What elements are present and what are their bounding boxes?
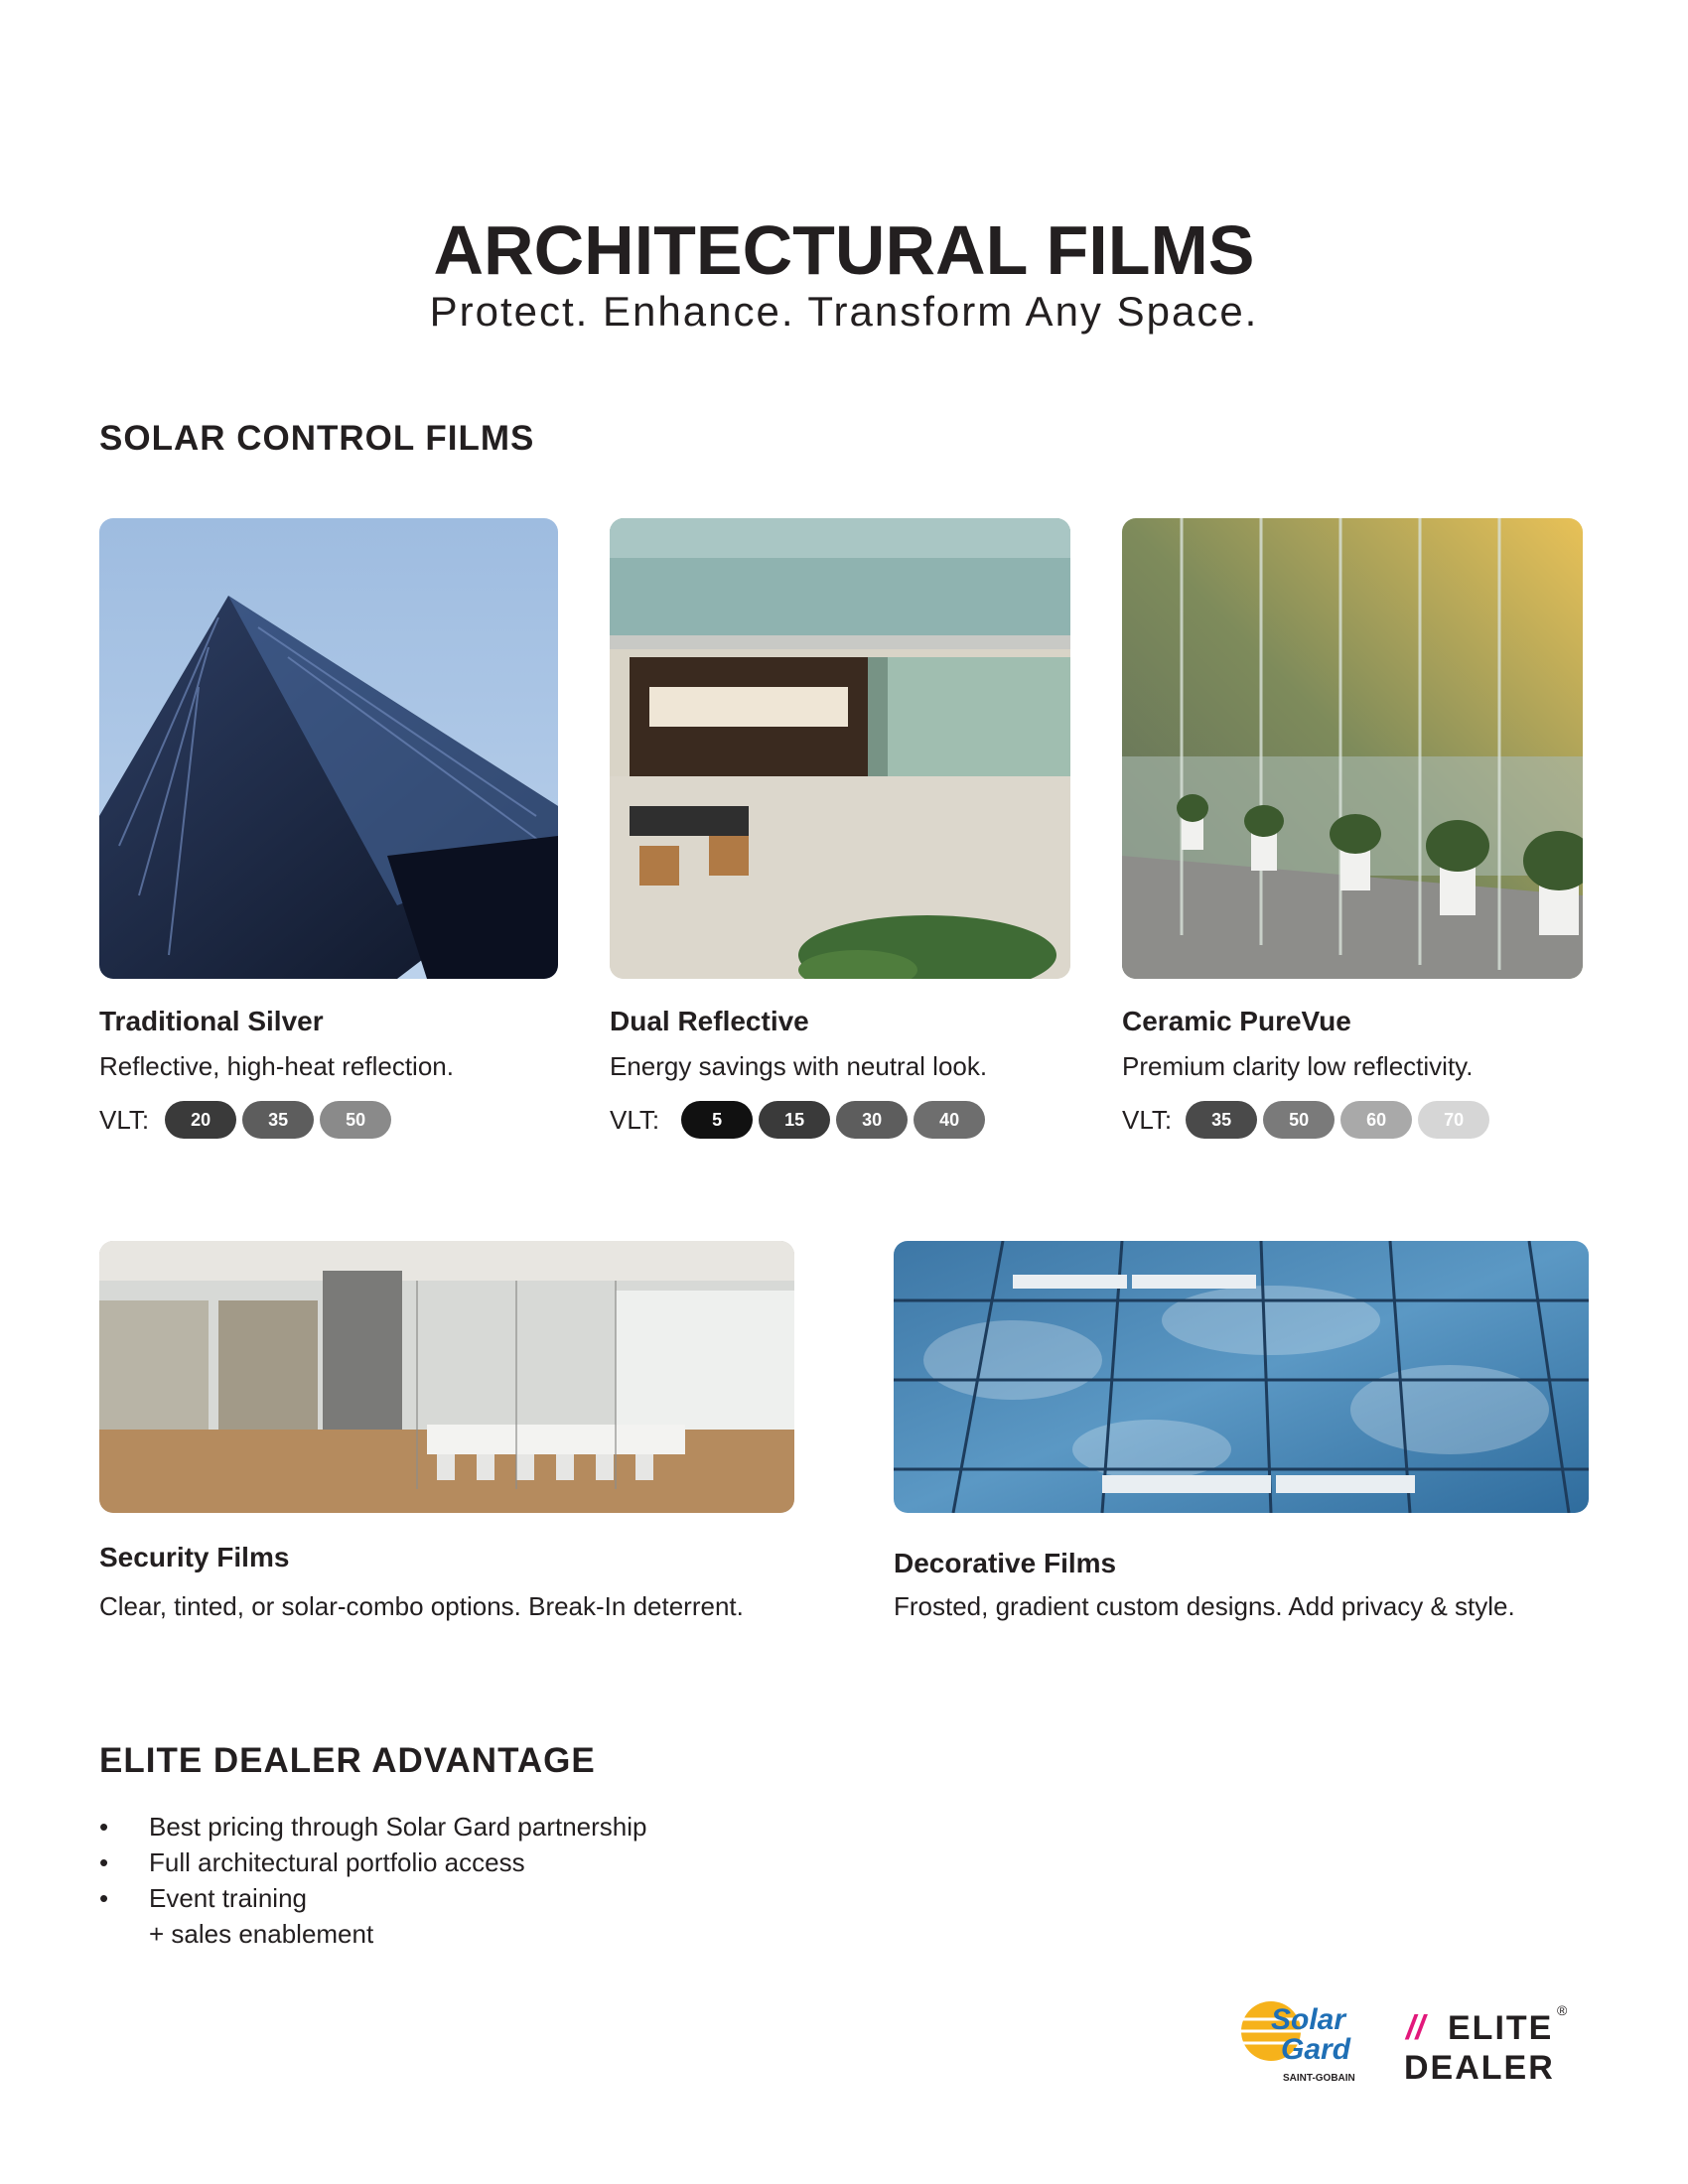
vlt-pill: 35 xyxy=(242,1101,314,1139)
elite-dealer-logo xyxy=(1400,1995,1579,2095)
elite-dealer-logo-mark xyxy=(1400,1995,1579,2095)
dual-reflective-title: Dual Reflective xyxy=(610,1006,809,1036)
vlt-label: VLT: xyxy=(99,1104,150,1135)
ceramic-purevue-description: Premium clarity low reflectivity. xyxy=(1122,1051,1474,1081)
bullet: • xyxy=(99,1847,109,1877)
vlt-pill: 50 xyxy=(1263,1101,1335,1139)
vlt-pill: 35 xyxy=(1186,1101,1257,1139)
traditional-silver-title: Traditional Silver xyxy=(99,1006,324,1036)
traditional-silver-image xyxy=(99,518,558,979)
page-title: ARCHITECTURAL FILMS xyxy=(433,211,1255,289)
vlt-pill: 5 xyxy=(681,1101,753,1139)
ceramic-purevue-title: Ceramic PureVue xyxy=(1122,1006,1351,1036)
security-films-title: Security Films xyxy=(99,1542,290,1572)
advantage-item xyxy=(99,1809,993,1844)
vlt-pill: 50 xyxy=(320,1101,391,1139)
dual-reflective-description: Energy savings with neutral look. xyxy=(610,1051,988,1081)
registered-mark: ® xyxy=(1557,2002,1568,2018)
security-films-description: Clear, tinted, or solar-combo options. Break-In deterrent. xyxy=(99,1591,744,1621)
bullet: • xyxy=(99,1812,109,1842)
dual-reflective-image xyxy=(610,518,1070,979)
decorative-films-title: Decorative Films xyxy=(894,1548,1117,1578)
dual-reflective-vlt-row xyxy=(610,1100,991,1140)
elite-word1: ELITE xyxy=(1448,2009,1554,2047)
decorative-films-description: Frosted, gradient custom designs. Add privacy & style. xyxy=(894,1591,1515,1621)
advantage-item-text: Event training xyxy=(149,1883,307,1913)
elite-slashes: // xyxy=(1406,2009,1425,2047)
vlt-pill: 60 xyxy=(1340,1101,1412,1139)
advantage-continuation: + sales enablement xyxy=(149,1919,374,1949)
traditional-silver-vlt-row xyxy=(99,1100,397,1140)
vlt-label: VLT: xyxy=(610,1104,660,1135)
advantage-heading: ELITE DEALER ADVANTAGE xyxy=(99,1741,596,1780)
solargard-line2: Gard xyxy=(1281,2033,1351,2066)
solar-section-heading: SOLAR CONTROL FILMS xyxy=(99,419,535,458)
advantage-item xyxy=(99,1844,993,1880)
vlt-pill: 20 xyxy=(165,1101,236,1139)
vlt-pill: 30 xyxy=(836,1101,908,1139)
bullet: • xyxy=(99,1883,109,1913)
traditional-silver-description: Reflective, high-heat reflection. xyxy=(99,1051,454,1081)
vlt-label: VLT: xyxy=(1122,1104,1173,1135)
advantage-item-text: Full architectural portfolio access xyxy=(149,1847,525,1877)
vlt-pill: 40 xyxy=(914,1101,985,1139)
advantage-list xyxy=(99,1809,993,1952)
decorative-films-image xyxy=(894,1241,1589,1513)
advantage-item xyxy=(99,1880,993,1916)
solargard-logo xyxy=(1231,1995,1370,2089)
vlt-pill: 15 xyxy=(759,1101,830,1139)
advantage-item-text: Best pricing through Solar Gard partnership xyxy=(149,1812,647,1842)
page-subtitle: Protect. Enhance. Transform Any Space. xyxy=(429,288,1259,335)
ceramic-purevue-image xyxy=(1122,518,1583,979)
elite-word2: DEALER xyxy=(1404,2049,1555,2087)
solargard-logo-mark xyxy=(1231,1995,1370,2089)
ceramic-purevue-vlt-row xyxy=(1122,1100,1495,1140)
solargard-sub: SAINT-GOBAIN xyxy=(1283,2073,1355,2084)
solargard-line1: Solar xyxy=(1271,2003,1346,2036)
vlt-pill: 70 xyxy=(1418,1101,1489,1139)
security-films-image xyxy=(99,1241,794,1513)
